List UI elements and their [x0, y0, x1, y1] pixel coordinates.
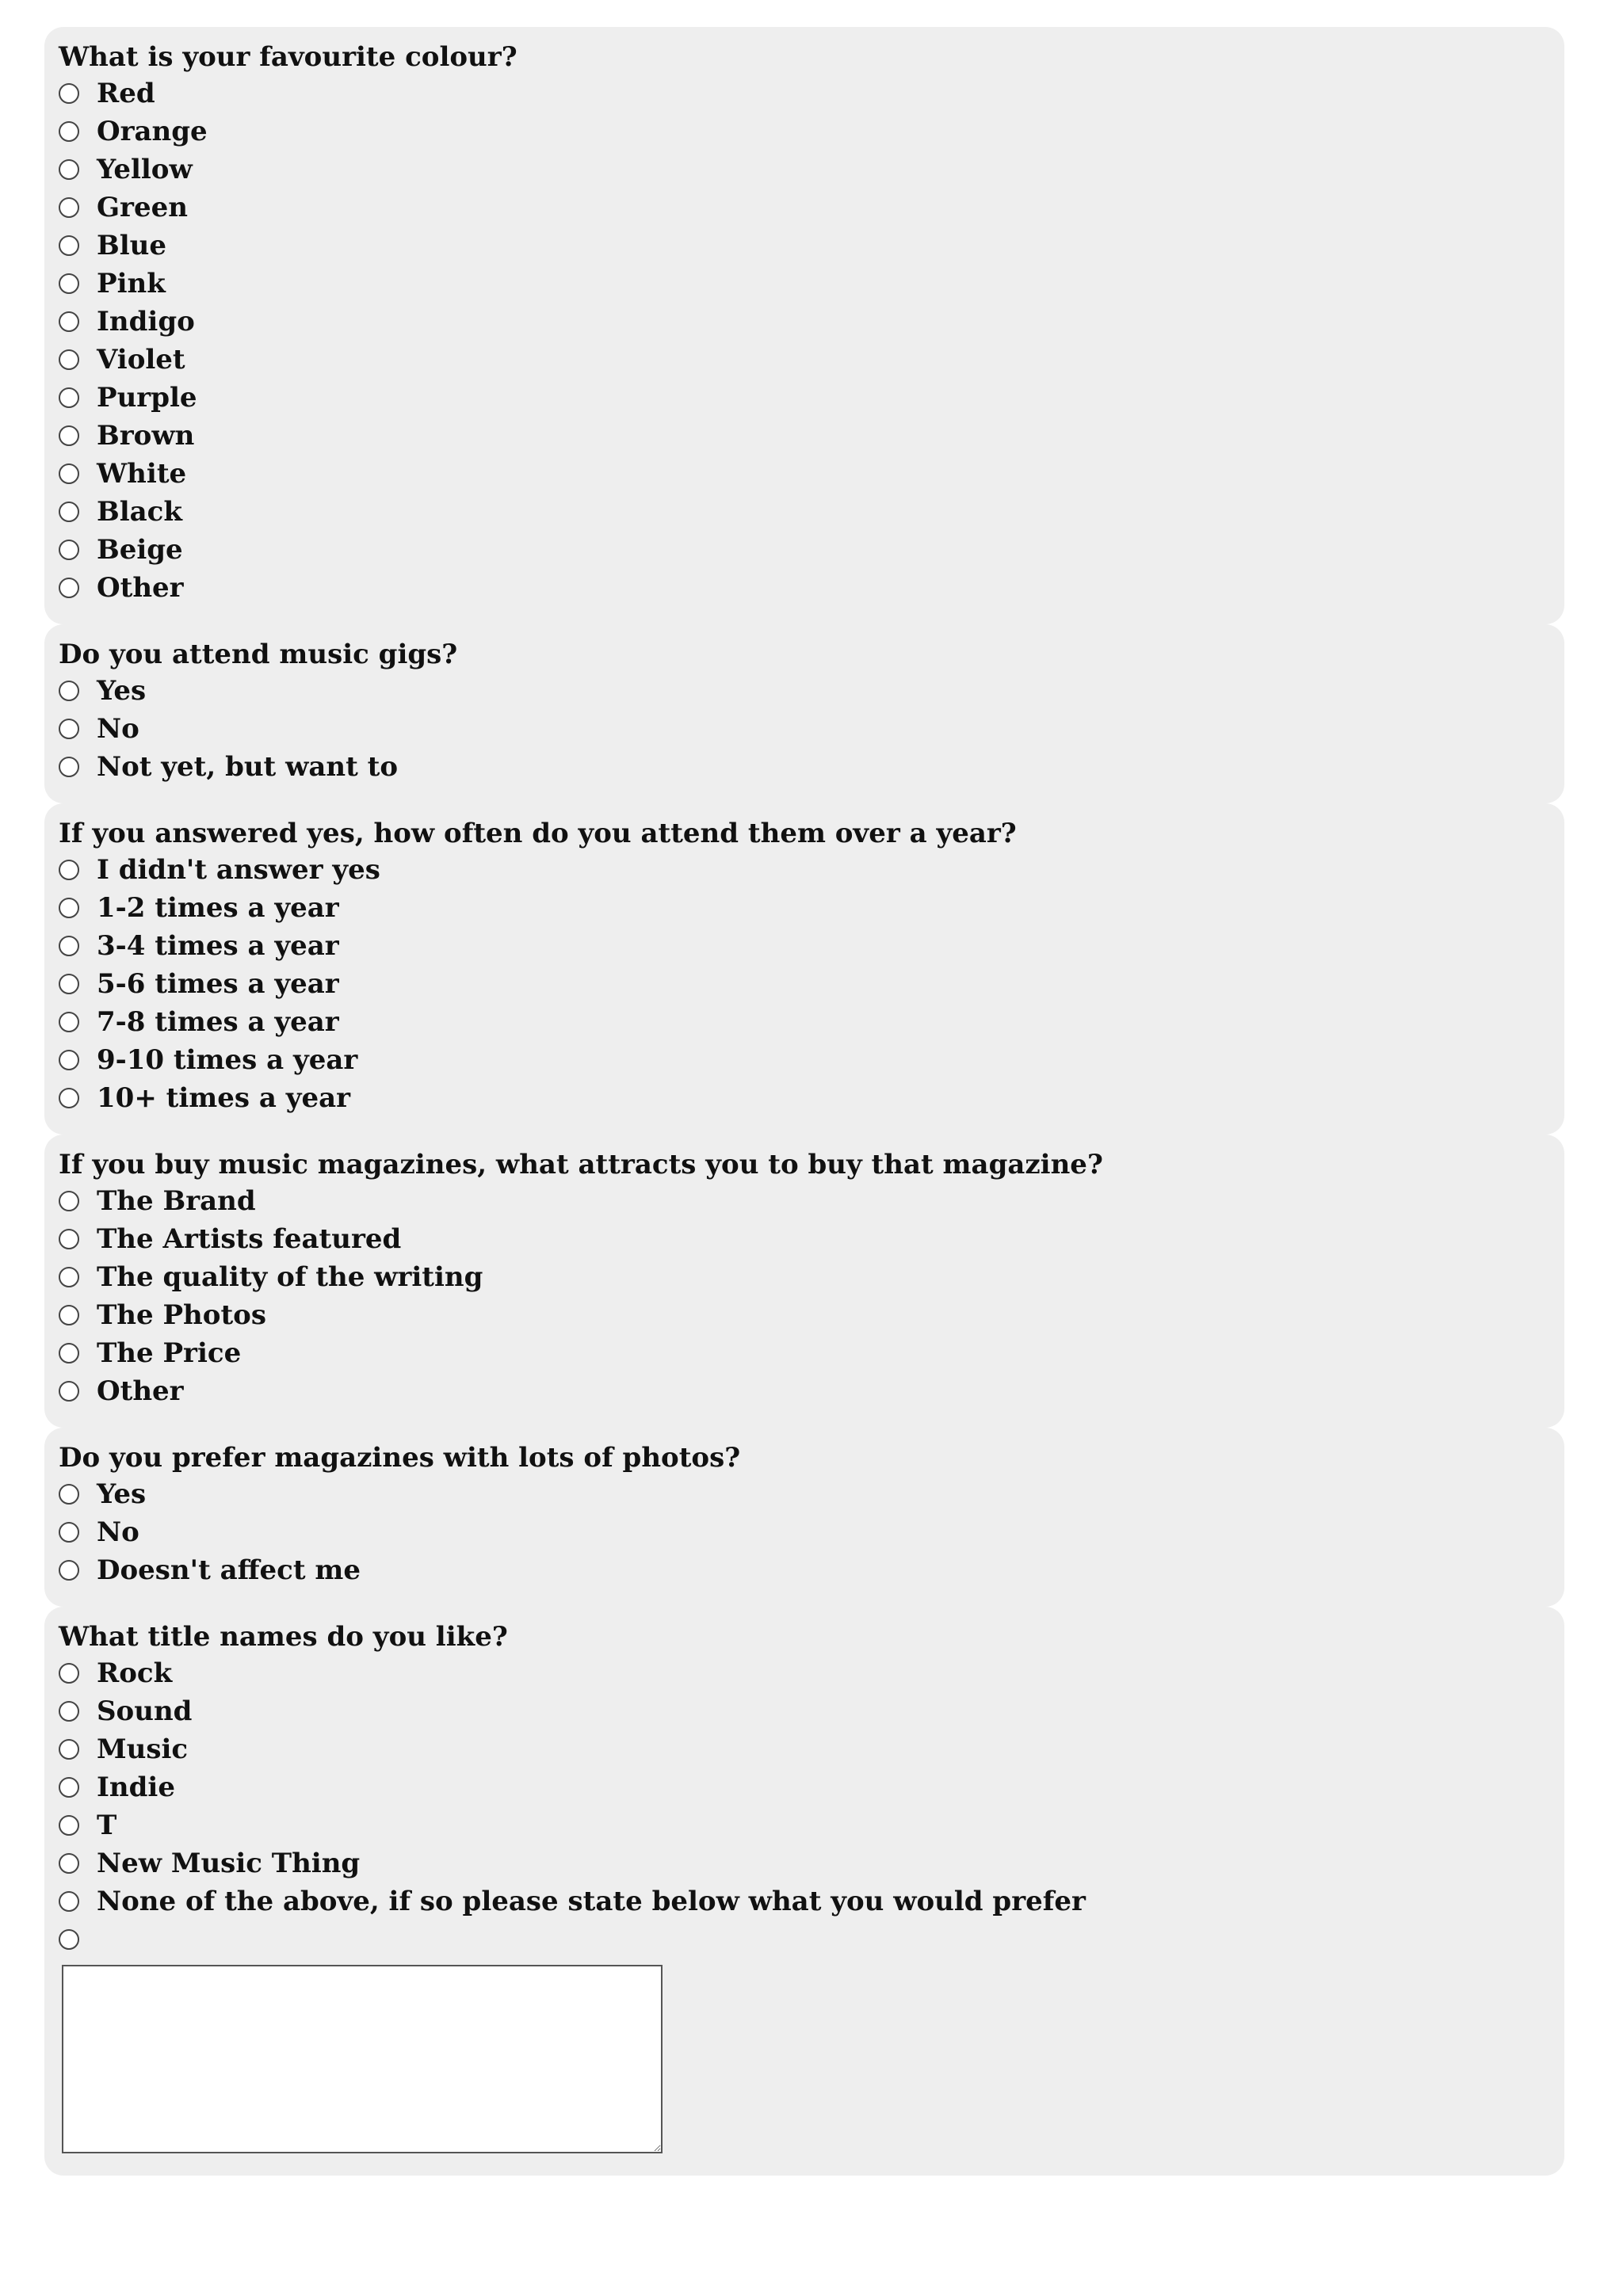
radio-option-10-plus-times[interactable]: [59, 1079, 1550, 1117]
question-title: What title names do you like?: [59, 1621, 508, 1653]
radio-button[interactable]: [59, 1484, 79, 1505]
question-title: If you buy music magazines, what attracts you to buy that magazine?: [59, 1149, 1103, 1180]
option-label: The Photos: [97, 1299, 266, 1331]
option-label: The Artists featured: [97, 1223, 402, 1255]
radio-button[interactable]: [59, 502, 79, 522]
radio-option-price[interactable]: [59, 1334, 1550, 1372]
radio-option-new-music-thing[interactable]: [59, 1844, 1550, 1882]
question-title: What is your favourite colour?: [59, 41, 517, 73]
survey-form: [44, 27, 1564, 2176]
radio-option-violet[interactable]: [59, 341, 1550, 379]
radio-button[interactable]: [59, 1381, 79, 1402]
option-label: Brown: [97, 420, 195, 452]
option-label: Sound: [97, 1695, 193, 1727]
radio-button[interactable]: [59, 860, 79, 880]
radio-button[interactable]: [59, 1305, 79, 1325]
option-label: Indie: [97, 1772, 175, 1803]
radio-button[interactable]: [59, 1777, 79, 1798]
radio-option-rock[interactable]: [59, 1654, 1550, 1692]
radio-option-green[interactable]: [59, 189, 1550, 227]
radio-option-yellow[interactable]: [59, 151, 1550, 189]
radio-option-indigo[interactable]: [59, 303, 1550, 341]
option-label: Red: [97, 78, 155, 109]
option-label: Violet: [97, 344, 185, 376]
radio-option-not-yet[interactable]: [59, 748, 1550, 786]
radio-button[interactable]: [59, 540, 79, 560]
radio-button[interactable]: [59, 387, 79, 408]
radio-option-yes[interactable]: [59, 672, 1550, 710]
option-label: I didn't answer yes: [97, 854, 380, 886]
question-title-names: [44, 1607, 1564, 2176]
radio-option-didnt-answer-yes[interactable]: [59, 851, 1550, 889]
radio-option-artists-featured[interactable]: [59, 1220, 1550, 1258]
option-label: The quality of the writing: [97, 1261, 483, 1293]
radio-button[interactable]: [59, 1267, 79, 1287]
radio-button[interactable]: [59, 1929, 79, 1950]
option-label: Other: [97, 1375, 184, 1407]
radio-option-photos[interactable]: [59, 1296, 1550, 1334]
radio-option-yes[interactable]: [59, 1475, 1550, 1513]
option-label: The Price: [97, 1337, 242, 1369]
option-label: 10+ times a year: [97, 1082, 351, 1114]
radio-button[interactable]: [59, 1343, 79, 1363]
radio-button[interactable]: [59, 349, 79, 370]
radio-button[interactable]: [59, 463, 79, 484]
radio-button[interactable]: [59, 757, 79, 777]
option-label: Yellow: [97, 154, 193, 185]
radio-button[interactable]: [59, 974, 79, 994]
radio-option-doesnt-affect[interactable]: [59, 1551, 1550, 1589]
option-label: 5-6 times a year: [97, 968, 339, 1000]
option-label: Green: [97, 192, 188, 223]
option-label: White: [97, 458, 187, 490]
option-label: New Music Thing: [97, 1848, 361, 1879]
radio-option-brand[interactable]: [59, 1182, 1550, 1220]
option-label: 7-8 times a year: [97, 1006, 339, 1038]
option-label: Blue: [97, 230, 167, 261]
option-label: Rock: [97, 1657, 173, 1689]
option-label: 1-2 times a year: [97, 892, 339, 924]
radio-button[interactable]: [59, 1012, 79, 1032]
option-label: No: [97, 1516, 139, 1548]
radio-button[interactable]: [59, 1701, 79, 1722]
question-title: Do you prefer magazines with lots of photos?: [59, 1442, 741, 1474]
radio-button[interactable]: [59, 1522, 79, 1543]
option-label: 3-4 times a year: [97, 930, 339, 962]
preferred-title-textarea[interactable]: [62, 1965, 663, 2153]
option-label: Purple: [97, 382, 197, 414]
radio-button[interactable]: [59, 1229, 79, 1249]
radio-option-none-of-the-above[interactable]: [59, 1882, 1550, 1920]
radio-button[interactable]: [59, 121, 79, 142]
option-label: Yes: [97, 1478, 147, 1510]
radio-option-pink[interactable]: [59, 265, 1550, 303]
radio-option-writing-quality[interactable]: [59, 1258, 1550, 1296]
radio-option-other[interactable]: [59, 1372, 1550, 1410]
radio-option-t[interactable]: [59, 1806, 1550, 1844]
option-label: 9-10 times a year: [97, 1044, 358, 1076]
radio-button[interactable]: [59, 1739, 79, 1760]
radio-button[interactable]: [59, 425, 79, 446]
option-label: Yes: [97, 675, 147, 707]
radio-option-music[interactable]: [59, 1730, 1550, 1768]
radio-option-other[interactable]: [59, 569, 1550, 607]
radio-option-9-10-times[interactable]: [59, 1041, 1550, 1079]
radio-option-blue[interactable]: [59, 227, 1550, 265]
option-label: Beige: [97, 534, 183, 566]
option-label: The Brand: [97, 1185, 256, 1217]
radio-option-sound[interactable]: [59, 1692, 1550, 1730]
radio-button[interactable]: [59, 273, 79, 294]
question-prefer-photos: [44, 1428, 1564, 1607]
radio-option-beige[interactable]: [59, 531, 1550, 569]
radio-button[interactable]: [59, 936, 79, 956]
radio-button[interactable]: [59, 197, 79, 218]
radio-option-3-4-times[interactable]: [59, 927, 1550, 965]
radio-option-red[interactable]: [59, 74, 1550, 113]
radio-button[interactable]: [59, 681, 79, 701]
radio-option-black[interactable]: [59, 493, 1550, 531]
option-label: Indigo: [97, 306, 195, 338]
radio-button[interactable]: [59, 83, 79, 104]
option-label: Other: [97, 572, 184, 604]
option-label: Orange: [97, 116, 208, 147]
radio-button[interactable]: [59, 578, 79, 598]
question-attend-gigs: [44, 624, 1564, 803]
radio-button[interactable]: [59, 159, 79, 180]
radio-button[interactable]: [59, 1050, 79, 1070]
radio-option-no[interactable]: [59, 710, 1550, 748]
radio-option-7-8-times[interactable]: [59, 1003, 1550, 1041]
radio-option-custom[interactable]: [59, 1920, 1550, 1958]
question-title: Do you attend music gigs?: [59, 639, 458, 670]
option-label: T: [97, 1810, 117, 1841]
radio-button[interactable]: [59, 1891, 79, 1912]
radio-button[interactable]: [59, 1191, 79, 1211]
option-label: Pink: [97, 268, 166, 299]
question-title: If you answered yes, how often do you attend them over a year?: [59, 818, 1017, 849]
radio-button[interactable]: [59, 898, 79, 918]
radio-button[interactable]: [59, 235, 79, 256]
radio-button[interactable]: [59, 1560, 79, 1581]
radio-option-brown[interactable]: [59, 417, 1550, 455]
radio-option-purple[interactable]: [59, 379, 1550, 417]
radio-option-indie[interactable]: [59, 1768, 1550, 1806]
radio-button[interactable]: [59, 311, 79, 332]
question-gig-frequency: [44, 803, 1564, 1135]
radio-button[interactable]: [59, 719, 79, 739]
question-magazine-attraction: [44, 1135, 1564, 1428]
radio-option-no[interactable]: [59, 1513, 1550, 1551]
radio-option-orange[interactable]: [59, 113, 1550, 151]
radio-button[interactable]: [59, 1663, 79, 1684]
radio-button[interactable]: [59, 1815, 79, 1836]
option-label: No: [97, 713, 139, 745]
radio-button[interactable]: [59, 1853, 79, 1874]
radio-option-white[interactable]: [59, 455, 1550, 493]
option-label: Black: [97, 496, 182, 528]
option-label: None of the above, if so please state below what you would prefer: [97, 1886, 1086, 1917]
radio-option-5-6-times[interactable]: [59, 965, 1550, 1003]
question-favourite-colour: [44, 27, 1564, 624]
radio-option-1-2-times[interactable]: [59, 889, 1550, 927]
option-label: Music: [97, 1733, 189, 1765]
option-label: Doesn't affect me: [97, 1554, 361, 1586]
radio-button[interactable]: [59, 1088, 79, 1108]
option-label: Not yet, but want to: [97, 751, 399, 783]
